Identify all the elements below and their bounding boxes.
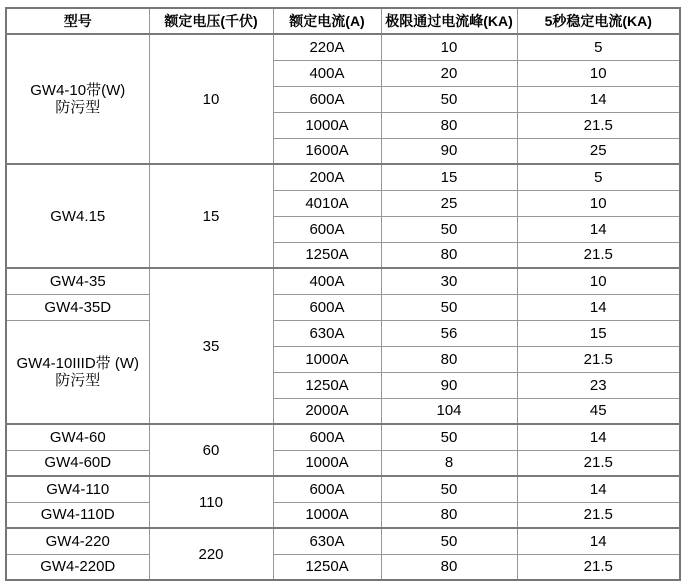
stable-current-cell: 14 xyxy=(517,216,680,242)
table-row xyxy=(6,294,680,320)
peak-current-cell: 80 xyxy=(381,242,517,268)
stable-current-cell: 14 xyxy=(517,424,680,450)
current-cell: 4010A xyxy=(273,190,381,216)
model-name-line: GW4.15 xyxy=(50,207,106,225)
stable-current-cell: 5 xyxy=(517,164,680,190)
model-name-line: GW4-35 xyxy=(49,272,106,290)
peak-current-cell: 80 xyxy=(381,346,517,372)
model-cell xyxy=(6,268,149,294)
current-cell: 630A xyxy=(273,320,381,346)
voltage-cell: 10 xyxy=(149,34,273,164)
model-name-line: GW4-35D xyxy=(44,298,112,316)
column-header: 额定电压(千伏) xyxy=(149,8,273,34)
voltage-cell: 60 xyxy=(149,424,273,476)
table-row xyxy=(6,502,680,528)
model-name-line: GW4-10带(W) xyxy=(30,82,126,99)
peak-current-cell: 50 xyxy=(381,294,517,320)
current-cell: 600A xyxy=(273,86,381,112)
peak-current-cell: 50 xyxy=(381,86,517,112)
model-cell xyxy=(6,476,149,502)
table-row xyxy=(6,34,680,60)
model-name-line: GW4-220D xyxy=(40,558,116,576)
model-name-line: GW4-110 xyxy=(46,480,110,498)
model-name-line: GW4-60 xyxy=(49,428,106,446)
peak-current-cell: 56 xyxy=(381,320,517,346)
model-name-line: 防污型 xyxy=(55,371,101,389)
stable-current-cell: 21.5 xyxy=(517,242,680,268)
table-row xyxy=(6,450,680,476)
peak-current-cell: 25 xyxy=(381,190,517,216)
model-name-line: GW4-60D xyxy=(44,454,112,472)
stable-current-cell: 14 xyxy=(517,476,680,502)
table-row xyxy=(6,164,680,190)
current-cell: 600A xyxy=(273,294,381,320)
peak-current-cell: 10 xyxy=(381,34,517,60)
current-cell: 2000A xyxy=(273,398,381,424)
peak-current-cell: 90 xyxy=(381,372,517,398)
current-cell: 600A xyxy=(273,216,381,242)
current-cell: 1000A xyxy=(273,346,381,372)
model-cell xyxy=(6,450,149,476)
stable-current-cell: 21.5 xyxy=(517,450,680,476)
peak-current-cell: 15 xyxy=(381,164,517,190)
current-cell: 400A xyxy=(273,268,381,294)
stable-current-cell: 23 xyxy=(517,372,680,398)
current-cell: 1600A xyxy=(273,138,381,164)
table-row xyxy=(6,554,680,580)
peak-current-cell: 30 xyxy=(381,268,517,294)
current-cell: 1250A xyxy=(273,242,381,268)
column-header: 型号 xyxy=(6,8,149,34)
current-cell: 1000A xyxy=(273,450,381,476)
model-cell xyxy=(6,34,149,164)
model-cell xyxy=(6,424,149,450)
model-cell xyxy=(6,320,149,424)
current-cell: 1000A xyxy=(273,112,381,138)
current-cell: 200A xyxy=(273,164,381,190)
voltage-cell: 110 xyxy=(149,476,273,528)
model-name-line: 防污型 xyxy=(55,99,101,116)
model-cell xyxy=(6,294,149,320)
column-header: 极限通过电流峰(KA) xyxy=(381,8,517,34)
stable-current-cell: 10 xyxy=(517,268,680,294)
table-row xyxy=(6,528,680,554)
peak-current-cell: 90 xyxy=(381,138,517,164)
peak-current-cell: 104 xyxy=(381,398,517,424)
model-name-line: GW4-220 xyxy=(45,532,110,550)
current-cell: 400A xyxy=(273,60,381,86)
stable-current-cell: 5 xyxy=(517,34,680,60)
peak-current-cell: 20 xyxy=(381,60,517,86)
peak-current-cell: 50 xyxy=(381,476,517,502)
voltage-cell: 35 xyxy=(149,268,273,424)
stable-current-cell: 21.5 xyxy=(517,346,680,372)
model-name-line: GW4-10IIID带 (W) xyxy=(16,354,139,372)
current-cell: 1000A xyxy=(273,502,381,528)
voltage-cell: 15 xyxy=(149,164,273,268)
model-cell xyxy=(6,502,149,528)
stable-current-cell: 14 xyxy=(517,294,680,320)
voltage-cell: 220 xyxy=(149,528,273,580)
peak-current-cell: 50 xyxy=(381,528,517,554)
current-cell: 1250A xyxy=(273,372,381,398)
peak-current-cell: 8 xyxy=(381,450,517,476)
model-cell xyxy=(6,528,149,554)
peak-current-cell: 80 xyxy=(381,502,517,528)
spec-table xyxy=(5,7,681,581)
stable-current-cell: 25 xyxy=(517,138,680,164)
current-cell: 600A xyxy=(273,476,381,502)
peak-current-cell: 80 xyxy=(381,112,517,138)
table-row xyxy=(6,268,680,294)
table-header-row xyxy=(6,8,680,34)
stable-current-cell: 21.5 xyxy=(517,554,680,580)
stable-current-cell: 14 xyxy=(517,86,680,112)
stable-current-cell: 14 xyxy=(517,528,680,554)
column-header: 额定电流(A) xyxy=(273,8,381,34)
current-cell: 630A xyxy=(273,528,381,554)
model-cell xyxy=(6,554,149,580)
stable-current-cell: 10 xyxy=(517,60,680,86)
current-cell: 1250A xyxy=(273,554,381,580)
model-cell xyxy=(6,164,149,268)
current-cell: 600A xyxy=(273,424,381,450)
peak-current-cell: 50 xyxy=(381,216,517,242)
table-row xyxy=(6,424,680,450)
peak-current-cell: 80 xyxy=(381,554,517,580)
stable-current-cell: 45 xyxy=(517,398,680,424)
model-name-line: GW4-110D xyxy=(40,506,115,524)
column-header: 5秒稳定电流(KA) xyxy=(517,8,680,34)
stable-current-cell: 21.5 xyxy=(517,502,680,528)
current-cell: 220A xyxy=(273,34,381,60)
peak-current-cell: 50 xyxy=(381,424,517,450)
stable-current-cell: 21.5 xyxy=(517,112,680,138)
stable-current-cell: 15 xyxy=(517,320,680,346)
table-row xyxy=(6,320,680,346)
table-row xyxy=(6,476,680,502)
stable-current-cell: 10 xyxy=(517,190,680,216)
